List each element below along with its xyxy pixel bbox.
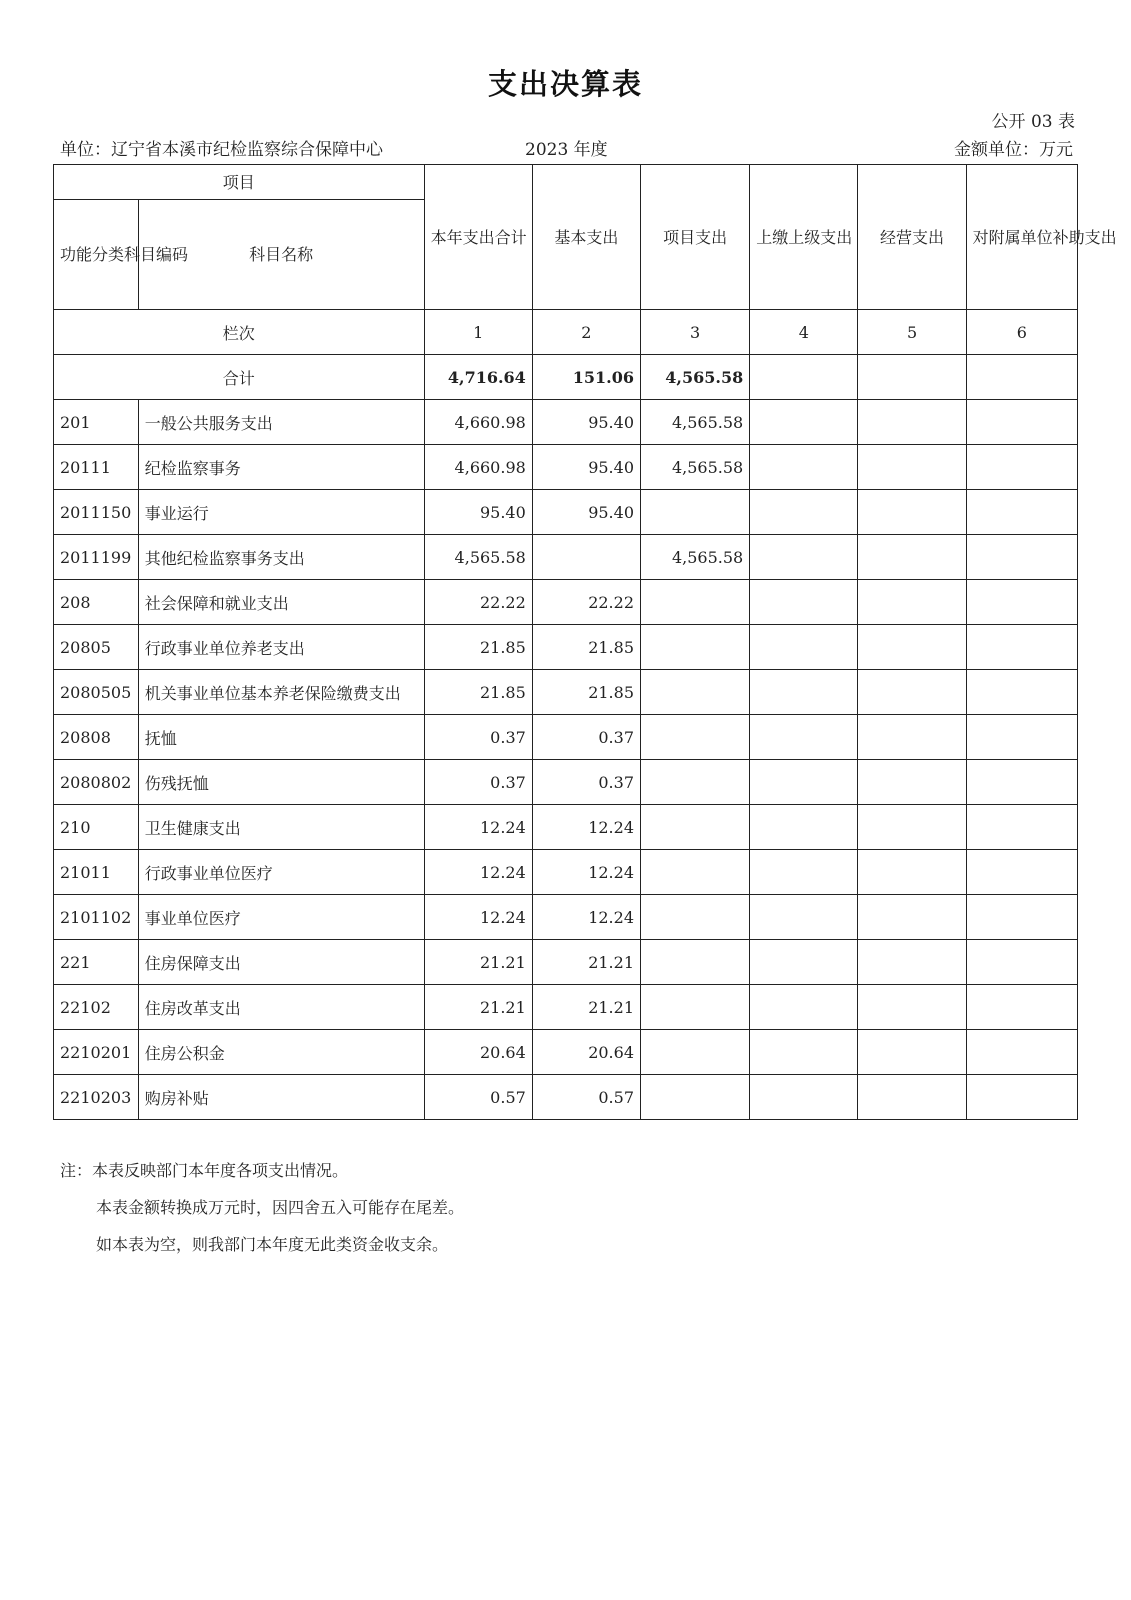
cell-total: 4,565.58 [424, 535, 532, 580]
cell-subsidy [966, 400, 1077, 445]
cell-business [858, 625, 966, 670]
cell-code: 208 [54, 580, 139, 625]
table-row [54, 895, 1078, 940]
business-header: 经营支出 [858, 165, 966, 310]
cell-project [641, 715, 750, 760]
cell-project [641, 940, 750, 985]
cell-code: 2210201 [54, 1030, 139, 1075]
cell-project [641, 670, 750, 715]
cell-basic: 12.24 [532, 805, 640, 850]
cell-name: 事业单位医疗 [138, 895, 424, 940]
cell-subsidy [966, 985, 1077, 1030]
project-header: 项目 [54, 165, 425, 200]
cell-business [858, 805, 966, 850]
cell-total: 4,660.98 [424, 400, 532, 445]
cell-subsidy [966, 580, 1077, 625]
cell-business [858, 940, 966, 985]
cell-code: 210 [54, 805, 139, 850]
cell-name: 住房公积金 [138, 1030, 424, 1075]
cell-project: 4,565.58 [641, 535, 750, 580]
cell-total: 0.37 [424, 760, 532, 805]
cell-upper [750, 445, 858, 490]
index-number: 3 [641, 310, 750, 355]
cell-business [858, 670, 966, 715]
cell-name: 其他纪检监察事务支出 [138, 535, 424, 580]
cell-basic: 20.64 [532, 1030, 640, 1075]
index-number: 1 [424, 310, 532, 355]
cell-total: 12.24 [424, 895, 532, 940]
cell-total: 21.21 [424, 940, 532, 985]
table-row [54, 985, 1078, 1030]
cell-total: 95.40 [424, 490, 532, 535]
cell-name: 机关事业单位基本养老保险缴费支出 [138, 670, 424, 715]
cell-subsidy [966, 490, 1077, 535]
cell-upper [750, 1075, 858, 1120]
cell-name: 住房保障支出 [138, 940, 424, 985]
notes [60, 1152, 464, 1263]
sum-business [858, 355, 966, 400]
cell-name: 购房补贴 [138, 1075, 424, 1120]
cell-business [858, 760, 966, 805]
cell-total: 0.37 [424, 715, 532, 760]
cell-subsidy [966, 670, 1077, 715]
cell-total: 4,660.98 [424, 445, 532, 490]
cell-basic: 95.40 [532, 445, 640, 490]
cell-subsidy [966, 535, 1077, 580]
cell-code: 2101102 [54, 895, 139, 940]
year-label: 2023 年度 [525, 140, 608, 160]
cell-subsidy [966, 1075, 1077, 1120]
cell-basic: 95.40 [532, 400, 640, 445]
cell-subsidy [966, 760, 1077, 805]
cell-code: 20808 [54, 715, 139, 760]
sum-subsidy [966, 355, 1077, 400]
index-number: 6 [966, 310, 1077, 355]
total-header: 本年支出合计 [424, 165, 532, 310]
cell-business [858, 445, 966, 490]
cell-upper [750, 490, 858, 535]
table-row [54, 580, 1078, 625]
cell-code: 221 [54, 940, 139, 985]
cell-code: 20111 [54, 445, 139, 490]
cell-name: 社会保障和就业支出 [138, 580, 424, 625]
name-header: 科目名称 [138, 200, 424, 310]
note-line: 本表金额转换成万元时，因四舍五入可能存在尾差。 [96, 1198, 465, 1217]
cell-name: 抚恤 [138, 715, 424, 760]
cell-total: 21.85 [424, 670, 532, 715]
cell-basic: 12.24 [532, 895, 640, 940]
cell-business [858, 1030, 966, 1075]
meta-row [60, 135, 1073, 163]
cell-business [858, 400, 966, 445]
subsidy-header: 对附属单位补助支出 [966, 165, 1077, 310]
cell-code: 2011199 [54, 535, 139, 580]
cell-subsidy [966, 940, 1077, 985]
cell-project [641, 985, 750, 1030]
cell-basic: 0.37 [532, 715, 640, 760]
table-row [54, 490, 1078, 535]
cell-code: 22102 [54, 985, 139, 1030]
cell-total: 20.64 [424, 1030, 532, 1075]
cell-name: 住房改革支出 [138, 985, 424, 1030]
table-row [54, 445, 1078, 490]
cell-code: 2080505 [54, 670, 139, 715]
cell-business [858, 985, 966, 1030]
amount-unit-label: 金额单位：万元 [954, 140, 1073, 160]
sum-upper [750, 355, 858, 400]
note-line: 如本表为空，则我部门本年度无此类资金收支余。 [96, 1235, 449, 1254]
sum-total: 4,716.64 [424, 355, 532, 400]
cell-name: 纪检监察事务 [138, 445, 424, 490]
cell-basic: 12.24 [532, 850, 640, 895]
table-row [54, 940, 1078, 985]
index-number: 5 [858, 310, 966, 355]
table-row [54, 1030, 1078, 1075]
cell-project [641, 1030, 750, 1075]
index-number: 2 [532, 310, 640, 355]
cell-subsidy [966, 895, 1077, 940]
cell-business [858, 850, 966, 895]
cell-basic: 95.40 [532, 490, 640, 535]
cell-name: 伤残抚恤 [138, 760, 424, 805]
index-label: 栏次 [54, 310, 425, 355]
cell-basic: 21.85 [532, 670, 640, 715]
table-row [54, 670, 1078, 715]
cell-code: 20805 [54, 625, 139, 670]
page-title: 支出决算表 [487, 67, 643, 101]
cell-subsidy [966, 1030, 1077, 1075]
cell-total: 12.24 [424, 805, 532, 850]
cell-code: 2011150 [54, 490, 139, 535]
cell-project [641, 850, 750, 895]
sum-project: 4,565.58 [641, 355, 750, 400]
cell-basic: 0.37 [532, 760, 640, 805]
cell-project: 4,565.58 [641, 400, 750, 445]
sum-label: 合计 [54, 355, 425, 400]
cell-business [858, 715, 966, 760]
cell-business [858, 895, 966, 940]
cell-total: 22.22 [424, 580, 532, 625]
cell-business [858, 1075, 966, 1120]
cell-name: 行政事业单位医疗 [138, 850, 424, 895]
cell-upper [750, 580, 858, 625]
cell-upper [750, 760, 858, 805]
cell-code: 201 [54, 400, 139, 445]
cell-upper [750, 400, 858, 445]
cell-code: 21011 [54, 850, 139, 895]
cell-basic [532, 535, 640, 580]
cell-basic: 22.22 [532, 580, 640, 625]
cell-name: 一般公共服务支出 [138, 400, 424, 445]
cell-basic: 0.57 [532, 1075, 640, 1120]
cell-total: 12.24 [424, 850, 532, 895]
table-row [54, 1075, 1078, 1120]
cell-total: 21.21 [424, 985, 532, 1030]
cell-business [858, 535, 966, 580]
project-expense-header: 项目支出 [641, 165, 750, 310]
upper-header: 上缴上级支出 [750, 165, 858, 310]
cell-name: 事业运行 [138, 490, 424, 535]
cell-upper [750, 895, 858, 940]
cell-upper [750, 1030, 858, 1075]
cell-total: 21.85 [424, 625, 532, 670]
cell-upper [750, 940, 858, 985]
header-row-1 [54, 165, 1078, 200]
cell-upper [750, 535, 858, 580]
cell-upper [750, 985, 858, 1030]
table-row [54, 715, 1078, 760]
cell-project: 4,565.58 [641, 445, 750, 490]
note-line: 注：本表反映部门本年度各项支出情况。 [60, 1161, 349, 1180]
cell-code: 2210203 [54, 1075, 139, 1120]
cell-basic: 21.85 [532, 625, 640, 670]
basic-header: 基本支出 [532, 165, 640, 310]
table-row [54, 850, 1078, 895]
cell-name: 行政事业单位养老支出 [138, 625, 424, 670]
cell-subsidy [966, 715, 1077, 760]
code-header: 功能分类科目编码 [54, 200, 139, 310]
table-body [54, 165, 1117, 1120]
expenditure-table [53, 164, 1117, 1120]
cell-project [641, 895, 750, 940]
cell-subsidy [966, 625, 1077, 670]
cell-upper [750, 715, 858, 760]
cell-code: 2080802 [54, 760, 139, 805]
form-number: 公开 03 表 [991, 112, 1075, 132]
cell-upper [750, 850, 858, 895]
table-row [54, 625, 1078, 670]
cell-project [641, 625, 750, 670]
cell-project [641, 580, 750, 625]
table-row [54, 400, 1078, 445]
cell-basic: 21.21 [532, 985, 640, 1030]
table-row [54, 535, 1078, 580]
table-row [54, 760, 1078, 805]
cell-business [858, 490, 966, 535]
cell-project [641, 1075, 750, 1120]
cell-upper [750, 625, 858, 670]
cell-project [641, 490, 750, 535]
sum-basic: 151.06 [532, 355, 640, 400]
unit-label: 单位：辽宁省本溪市纪检监察综合保障中心 [60, 140, 383, 160]
sum-row [54, 355, 1078, 400]
cell-project [641, 805, 750, 850]
cell-upper [750, 670, 858, 715]
index-number: 4 [750, 310, 858, 355]
cell-basic: 21.21 [532, 940, 640, 985]
cell-total: 0.57 [424, 1075, 532, 1120]
cell-subsidy [966, 805, 1077, 850]
cell-name: 卫生健康支出 [138, 805, 424, 850]
cell-project [641, 760, 750, 805]
index-row [54, 310, 1078, 355]
cell-subsidy [966, 445, 1077, 490]
table-row [54, 805, 1078, 850]
cell-subsidy [966, 850, 1077, 895]
cell-upper [750, 805, 858, 850]
cell-business [858, 580, 966, 625]
